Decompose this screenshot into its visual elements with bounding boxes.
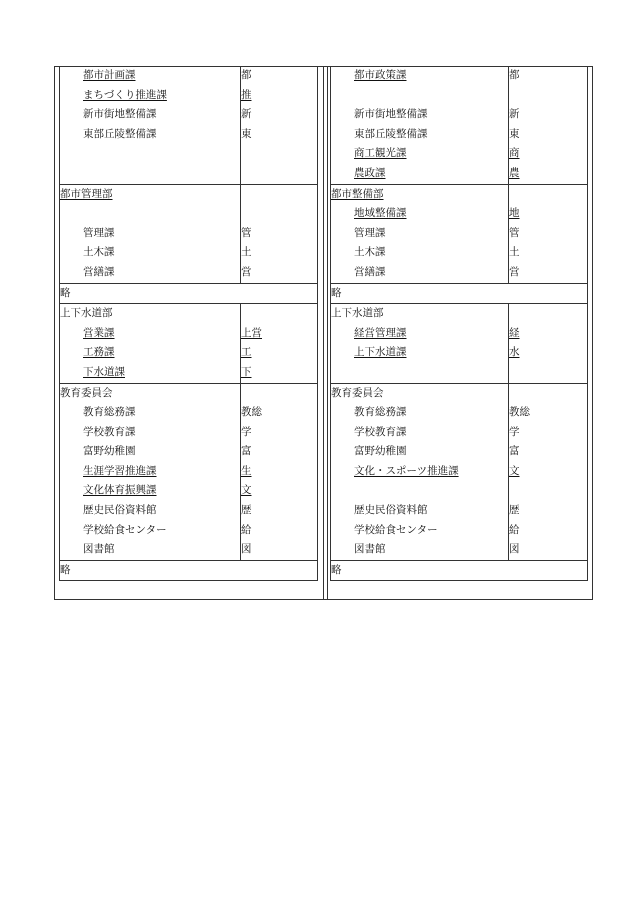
department-abbreviation [509, 224, 588, 244]
section-row [331, 304, 588, 324]
department-name [60, 423, 241, 443]
section-row [331, 283, 588, 304]
department-row [60, 66, 318, 86]
department-abbreviation [241, 324, 318, 344]
department-name [60, 66, 241, 86]
name-text: 図書館 [354, 543, 386, 556]
abbreviation-text: 管 [509, 226, 520, 239]
name-text: まちづくり推進課 [83, 88, 167, 101]
department-abbreviation [241, 125, 318, 145]
abbreviation-text: 推 [241, 88, 252, 101]
department-abbreviation [241, 243, 318, 263]
department-row [60, 442, 318, 462]
department-name [60, 105, 241, 125]
department-name [331, 224, 509, 244]
section-row [60, 304, 318, 324]
abbreviation-text: 文 [241, 484, 252, 497]
department-row [331, 204, 588, 224]
blank-row [331, 86, 588, 106]
department-name [331, 86, 509, 106]
abbreviation-text: 教総 [509, 406, 530, 419]
department-name [60, 403, 241, 423]
department-abbreviation [241, 144, 318, 164]
department-name [331, 343, 509, 363]
department-abbreviation [509, 324, 588, 344]
name-text: 管理課 [83, 226, 115, 239]
department-abbreviation [241, 423, 318, 443]
department-abbreviation [241, 263, 318, 283]
department-name [60, 164, 241, 184]
department-row [60, 540, 318, 560]
name-text: 生涯学習推進課 [83, 464, 157, 477]
department-abbreviation [241, 304, 318, 324]
department-name [331, 540, 509, 560]
department-row [60, 86, 318, 106]
name-text: 下水道課 [83, 365, 125, 378]
department-row [60, 462, 318, 482]
name-text: 新市街地整備課 [354, 108, 428, 121]
name-text: 上下水道部 [60, 307, 113, 320]
department-abbreviation [241, 403, 318, 423]
abbreviation-text: 土 [509, 246, 520, 259]
blank-row [60, 204, 318, 224]
abbreviation-text: 水 [509, 346, 520, 359]
department-row [331, 144, 588, 164]
abbreviation-text: 学 [509, 425, 520, 438]
abbreviation-text: 地 [509, 207, 520, 220]
name-text: 略 [60, 286, 71, 299]
department-name [331, 204, 509, 224]
name-text: 東部丘陵整備課 [83, 127, 157, 140]
abbreviation-text: 文 [509, 464, 520, 477]
department-name [331, 243, 509, 263]
department-row [60, 423, 318, 443]
abbreviation-text: 東 [509, 127, 520, 140]
name-text: 管理課 [354, 226, 386, 239]
department-name [331, 144, 509, 164]
department-abbreviation [509, 481, 588, 501]
department-abbreviation [241, 86, 318, 106]
department-name [331, 501, 509, 521]
department-name [60, 481, 241, 501]
department-abbreviation [509, 423, 588, 443]
department-abbreviation [509, 304, 588, 324]
section-label [331, 304, 509, 324]
department-row [60, 363, 318, 383]
abbreviation-text: 上営 [241, 326, 262, 339]
name-text: 都市整備部 [331, 187, 384, 200]
name-text: 経営管理課 [354, 326, 407, 339]
department-name [331, 105, 509, 125]
department-row [331, 540, 588, 560]
abbreviation-text: 商 [509, 147, 520, 160]
department-abbreviation [509, 144, 588, 164]
department-abbreviation [509, 540, 588, 560]
abbreviation-text: 都 [509, 69, 520, 81]
abbreviation-text: 営 [241, 265, 252, 278]
department-abbreviation [509, 521, 588, 541]
name-text: 教育総務課 [83, 406, 136, 419]
section-label [60, 184, 241, 204]
department-abbreviation [509, 164, 588, 184]
section-row [331, 383, 588, 403]
section-label [60, 560, 318, 581]
department-row [60, 403, 318, 423]
department-name [331, 324, 509, 344]
department-abbreviation [509, 501, 588, 521]
department-abbreviation [241, 442, 318, 462]
name-text: 文化・スポーツ推進課 [354, 464, 459, 477]
name-text: 図書館 [83, 543, 115, 556]
department-row [331, 105, 588, 125]
abbreviation-text: 歴 [241, 504, 252, 517]
new-organization-panel [330, 66, 588, 581]
department-abbreviation [509, 86, 588, 106]
department-abbreviation [241, 204, 318, 224]
department-abbreviation [509, 403, 588, 423]
department-row [331, 462, 588, 482]
abbreviation-text: 下 [241, 365, 252, 378]
department-abbreviation [241, 481, 318, 501]
name-text: 歴史民俗資料館 [354, 504, 428, 517]
department-row [331, 164, 588, 184]
name-text: 新市街地整備課 [83, 108, 157, 121]
department-name [331, 363, 509, 383]
old-organization-panel [59, 66, 318, 581]
department-name [60, 224, 241, 244]
column-divider [323, 66, 324, 600]
department-name [331, 521, 509, 541]
name-text: 教育委員会 [331, 386, 384, 399]
department-row [60, 263, 318, 283]
section-row [60, 383, 318, 403]
department-name [60, 442, 241, 462]
section-row [60, 283, 318, 304]
department-name [60, 462, 241, 482]
abbreviation-text: 営 [509, 265, 520, 278]
department-row [331, 324, 588, 344]
department-name [60, 324, 241, 344]
old-organization-table [59, 66, 318, 581]
department-abbreviation [241, 521, 318, 541]
department-abbreviation [509, 383, 588, 403]
department-row [60, 481, 318, 501]
department-row [331, 442, 588, 462]
name-text: 富野幼稚園 [354, 445, 407, 458]
department-abbreviation [509, 442, 588, 462]
name-text: 略 [60, 563, 71, 576]
department-abbreviation [241, 224, 318, 244]
department-name [60, 540, 241, 560]
department-abbreviation [509, 263, 588, 283]
abbreviation-text: 農 [509, 166, 520, 179]
abbreviation-text: 経 [509, 326, 520, 339]
department-name [60, 501, 241, 521]
name-text: 東部丘陵整備課 [354, 127, 428, 140]
department-abbreviation [241, 105, 318, 125]
department-abbreviation [241, 501, 318, 521]
section-row [331, 184, 588, 204]
department-abbreviation [509, 105, 588, 125]
abbreviation-text: 工 [241, 346, 252, 359]
department-name [60, 343, 241, 363]
blank-row [331, 481, 588, 501]
name-text: 歴史民俗資料館 [83, 504, 157, 517]
name-text: 教育委員会 [60, 386, 113, 399]
blank-row [331, 363, 588, 383]
department-name [331, 164, 509, 184]
abbreviation-text: 給 [241, 523, 252, 536]
name-text: 略 [331, 286, 342, 299]
name-text: 上下水道課 [354, 346, 407, 359]
department-name [331, 125, 509, 145]
department-row [331, 423, 588, 443]
department-name [60, 204, 241, 224]
abbreviation-text: 図 [241, 543, 252, 556]
abbreviation-text: 富 [241, 445, 252, 458]
name-text: 工務課 [83, 346, 115, 359]
section-label [60, 283, 318, 304]
abbreviation-text: 土 [241, 246, 252, 259]
name-text: 文化体育振興課 [83, 484, 157, 497]
department-row [60, 105, 318, 125]
department-name [60, 263, 241, 283]
name-text: 学校教育課 [83, 425, 136, 438]
department-row [331, 501, 588, 521]
department-abbreviation [509, 462, 588, 482]
blank-row [60, 164, 318, 184]
section-row [60, 560, 318, 581]
abbreviation-text: 給 [509, 523, 520, 536]
department-name [331, 423, 509, 443]
name-text: 営業課 [83, 326, 115, 339]
department-name [331, 403, 509, 423]
section-label [60, 304, 241, 324]
section-row [60, 184, 318, 204]
department-name [331, 462, 509, 482]
department-row [60, 224, 318, 244]
name-text: 学校給食センター [354, 523, 438, 536]
department-abbreviation [509, 243, 588, 263]
department-abbreviation [509, 184, 588, 204]
department-abbreviation [241, 383, 318, 403]
section-label [331, 560, 588, 581]
department-name [60, 363, 241, 383]
name-text: 略 [331, 563, 342, 576]
new-organization-table [330, 66, 588, 581]
name-text: 農政課 [354, 166, 386, 179]
department-row [60, 243, 318, 263]
department-abbreviation [509, 66, 588, 86]
name-text: 富野幼稚園 [83, 445, 136, 458]
abbreviation-text: 東 [241, 127, 252, 140]
department-name [331, 263, 509, 283]
name-text: 商工観光課 [354, 147, 407, 160]
section-label [331, 383, 509, 403]
department-row [331, 224, 588, 244]
department-name [331, 66, 509, 86]
department-row [60, 521, 318, 541]
name-text: 土木課 [83, 246, 115, 259]
department-abbreviation [509, 204, 588, 224]
name-text: 都市政策課 [354, 69, 407, 81]
name-text: 上下水道部 [331, 307, 384, 320]
abbreviation-text: 教総 [241, 406, 262, 419]
column-divider [327, 66, 328, 600]
abbreviation-text: 富 [509, 445, 520, 458]
department-row [60, 125, 318, 145]
name-text: 営繕課 [354, 265, 386, 278]
department-name [60, 86, 241, 106]
department-name [60, 521, 241, 541]
name-text: 土木課 [354, 246, 386, 259]
department-abbreviation [241, 66, 318, 86]
abbreviation-text: 歴 [509, 504, 520, 517]
department-row [60, 324, 318, 344]
department-row [331, 263, 588, 283]
abbreviation-text: 生 [241, 464, 252, 477]
department-abbreviation [509, 125, 588, 145]
section-label [60, 383, 241, 403]
department-name [60, 144, 241, 164]
name-text: 学校教育課 [354, 425, 407, 438]
department-abbreviation [241, 363, 318, 383]
department-row [331, 343, 588, 363]
abbreviation-text: 都 [241, 69, 252, 81]
department-row [331, 243, 588, 263]
department-abbreviation [241, 540, 318, 560]
department-name [60, 243, 241, 263]
abbreviation-text: 新 [241, 108, 252, 121]
name-text: 都市管理部 [60, 187, 113, 200]
name-text: 教育総務課 [354, 406, 407, 419]
department-row [60, 343, 318, 363]
blank-row [60, 144, 318, 164]
department-abbreviation [241, 343, 318, 363]
section-label [331, 283, 588, 304]
department-row [331, 66, 588, 86]
department-row [331, 125, 588, 145]
department-name [331, 442, 509, 462]
department-name [331, 481, 509, 501]
name-text: 地域整備課 [354, 207, 407, 220]
department-row [331, 521, 588, 541]
name-text: 営繕課 [83, 265, 115, 278]
section-label [331, 184, 509, 204]
abbreviation-text: 図 [509, 543, 520, 556]
department-abbreviation [241, 462, 318, 482]
department-name [60, 125, 241, 145]
department-row [60, 501, 318, 521]
abbreviation-text: 管 [241, 226, 252, 239]
department-abbreviation [509, 343, 588, 363]
name-text: 都市計画課 [83, 69, 136, 81]
department-abbreviation [241, 184, 318, 204]
abbreviation-text: 学 [241, 425, 252, 438]
department-row [331, 403, 588, 423]
abbreviation-text: 新 [509, 108, 520, 121]
department-abbreviation [509, 363, 588, 383]
name-text: 学校給食センター [83, 523, 167, 536]
department-abbreviation [241, 164, 318, 184]
section-row [331, 560, 588, 581]
